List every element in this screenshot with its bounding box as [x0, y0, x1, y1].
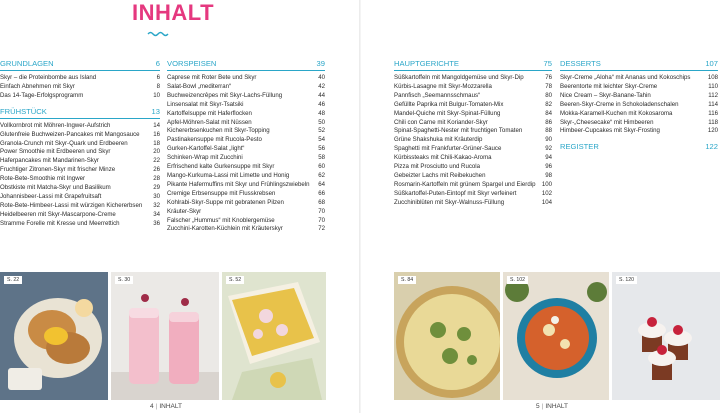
book-gutter	[359, 0, 361, 413]
section-title: GRUNDLAGEN	[0, 59, 54, 68]
toc-column-1	[0, 59, 160, 229]
entry-page: 26	[153, 166, 160, 174]
food-photo	[222, 272, 326, 400]
entry-title: Pastinakensuppe mit Rucola-Pesto	[167, 136, 262, 144]
toc-entry[interactable]	[394, 74, 552, 83]
photo-page-label: S. 120	[616, 276, 637, 284]
toc-entry[interactable]	[560, 101, 718, 110]
entry-page: 10	[153, 91, 160, 99]
entry-title: Granola-Crunch mit Skyr-Quark und Erdbeeren	[0, 139, 128, 147]
footer-page-number: 5	[536, 403, 540, 410]
entry-page: 18	[153, 139, 160, 147]
entry-page: 114	[708, 100, 718, 108]
toc-section-heading[interactable]	[560, 142, 718, 153]
entry-page: 30	[153, 192, 160, 200]
toc-entry[interactable]	[167, 225, 325, 234]
toc-entry[interactable]	[167, 190, 325, 199]
section-page: 75	[543, 59, 552, 68]
entry-page: 50	[318, 118, 325, 126]
toc-column-3	[394, 59, 552, 208]
entry-title: Süßkartoffel-Puten-Eintopf mit Skyr verfeinert	[394, 189, 517, 197]
section-title: HAUPTGERICHTE	[394, 59, 459, 68]
toc-entry[interactable]	[0, 122, 160, 131]
photo-quiche	[394, 272, 500, 400]
toc-entry[interactable]	[560, 83, 718, 92]
toc-entry[interactable]	[167, 145, 325, 154]
entry-title: Spinat-Spaghetti-Nester mit fruchtigen Tomaten	[394, 127, 523, 135]
entry-page: 34	[153, 210, 160, 218]
entry-title: Das 14-Tage-Erfolgsprogramm	[0, 91, 84, 99]
entry-page: 64	[318, 180, 325, 188]
footer-left: 4 | INHALT	[150, 403, 182, 410]
entry-page: 102	[541, 189, 552, 197]
section-title: DESSERTS	[560, 59, 601, 68]
entry-title: Obstkiste mit Matcha-Skyr und Basilikum	[0, 184, 111, 192]
toc-column-2	[167, 59, 325, 234]
entry-title: Skyr-„Cheesecake“ mit Himbeeren	[560, 118, 654, 126]
toc-entry[interactable]	[0, 211, 160, 220]
entry-page: 44	[318, 91, 325, 99]
entry-title: Pikante Hafermuffins mit Skyr und Frühlingszwiebeln	[167, 180, 310, 188]
entry-page: 8	[156, 82, 160, 90]
photo-page-label: S. 102	[507, 276, 528, 284]
toc-entry[interactable]	[0, 131, 160, 140]
entry-page: 68	[318, 198, 325, 206]
entry-title: Vollkornbrot mit Möhren-Ingwer-Aufstrich	[0, 121, 111, 129]
entry-page: 110	[708, 82, 718, 90]
entry-page: 20	[153, 148, 160, 156]
toc-entry[interactable]	[167, 163, 325, 172]
entry-title: Grüne Shakshuka mit Kräuterdip	[394, 136, 483, 144]
entry-page: 6	[156, 74, 160, 81]
toc-entry[interactable]	[394, 163, 552, 172]
entry-page: 36	[153, 219, 160, 227]
entry-page: 32	[153, 201, 160, 209]
toc-section-heading[interactable]	[0, 59, 160, 71]
entry-page: 42	[318, 82, 325, 90]
entry-title: Skyr – die Proteinbombe aus Island	[0, 74, 97, 81]
toc-entry[interactable]	[0, 193, 160, 202]
entry-title: Gebeizter Lachs mit Reibekuchen	[394, 171, 486, 179]
page-title: INHALT	[132, 0, 215, 25]
photo-page-label: S. 30	[115, 276, 133, 284]
entry-title: Glutenfreie Buchweizen-Pancakes mit Mangosauce	[0, 130, 140, 138]
photo-page-label: S. 52	[226, 276, 244, 284]
entry-page: 120	[707, 127, 718, 135]
toc-entry[interactable]	[0, 175, 160, 184]
entry-page: 48	[318, 109, 325, 117]
entry-page: 80	[545, 91, 552, 99]
section-page: 122	[705, 142, 718, 152]
entry-page: 29	[153, 184, 160, 192]
toc-entry[interactable]	[0, 157, 160, 166]
toc-entry[interactable]	[394, 181, 552, 190]
entry-title: Zucchini-Karotten-Küchlein mit Kräuterskyr	[167, 225, 283, 233]
entry-page: 98	[545, 171, 552, 179]
entry-page: 78	[545, 82, 552, 90]
entry-title: Chili con Carne mit Koriander-Skyr	[394, 118, 488, 126]
toc-entry[interactable]	[167, 74, 325, 83]
entry-page: 72	[318, 225, 325, 233]
toc-entry[interactable]	[560, 74, 718, 83]
toc-entry[interactable]	[167, 199, 325, 208]
photo-page-label: S. 22	[4, 276, 22, 284]
toc-entry[interactable]	[394, 110, 552, 119]
toc-entry[interactable]	[394, 92, 552, 101]
entry-page: 104	[541, 198, 552, 206]
entry-title: Gurken-Kartoffel-Salat „light“	[167, 145, 245, 153]
toc-entry[interactable]	[0, 166, 160, 175]
toc-section-heading[interactable]	[560, 59, 718, 71]
toc-entry[interactable]	[167, 119, 325, 128]
entry-title: Johannisbeer-Lassi mit Grapefruitsaft	[0, 192, 102, 200]
toc-entry[interactable]	[394, 127, 552, 136]
entry-page: 60	[318, 163, 325, 171]
toc-entry[interactable]	[0, 83, 160, 92]
entry-page: 70	[318, 216, 325, 224]
entry-page: 108	[707, 74, 718, 81]
entry-title: Pizza mit Prosciutto und Rucola	[394, 163, 481, 171]
entry-page: 62	[318, 171, 325, 179]
entry-title: Einfach Abnehmen mit Skyr	[0, 82, 75, 90]
toc-entry[interactable]	[394, 190, 552, 199]
entry-title: Power Smoothie mit Erdbeeren und Skyr	[0, 148, 111, 156]
entry-title: Skyr-Creme „Aloha“ mit Ananas und Kokoschips	[560, 74, 691, 81]
entry-page: 100	[541, 180, 552, 188]
toc-entry[interactable]	[0, 148, 160, 157]
footer-label: INHALT	[545, 403, 568, 410]
entry-title: Gefüllte Paprika mit Bulgur-Tomaten-Mix	[394, 100, 504, 108]
entry-page: 118	[708, 118, 718, 126]
toc-entry[interactable]	[394, 145, 552, 154]
food-photo	[0, 272, 108, 400]
footer-label: INHALT	[159, 403, 182, 410]
toc-entry[interactable]	[167, 101, 325, 110]
entry-title: Caprese mit Roter Bete und Skyr	[167, 74, 257, 81]
section-page: 6	[155, 59, 160, 68]
entry-page: 16	[153, 130, 160, 138]
entry-title: Schinken-Wrap mit Zucchini	[167, 154, 243, 162]
entry-title: Rote-Bete-Smoothie mit Ingwer	[0, 175, 86, 183]
entry-page: 112	[708, 91, 718, 99]
wave-ornament	[147, 30, 169, 38]
entry-title: Kürbis-Lasagne mit Skyr-Mozzarella	[394, 82, 492, 90]
entry-title: Erfrischend kalte Gurkensuppe mit Skyr	[167, 163, 275, 171]
toc-entry[interactable]	[0, 74, 160, 83]
entry-page: 28	[153, 175, 160, 183]
toc-entry[interactable]	[167, 217, 325, 226]
toc-entry[interactable]	[167, 208, 325, 217]
toc-entry[interactable]	[560, 92, 718, 101]
entry-page: 96	[545, 163, 552, 171]
toc-entry[interactable]	[167, 136, 325, 145]
toc-entry[interactable]	[394, 119, 552, 128]
entry-page: 22	[153, 157, 160, 165]
entry-title: Kräuter-Skyr	[167, 207, 202, 215]
entry-page: 116	[708, 109, 718, 117]
section-page: 107	[705, 59, 718, 68]
photo-page-label: S. 84	[398, 276, 416, 284]
toc-entry[interactable]	[167, 127, 325, 136]
toc-entry[interactable]	[0, 202, 160, 211]
toc-column-4	[560, 59, 718, 156]
toc-entry[interactable]	[394, 101, 552, 110]
entry-page: 94	[545, 154, 552, 162]
toc-entry[interactable]	[394, 199, 552, 208]
photo-pancakes	[0, 272, 108, 400]
entry-page: 84	[545, 109, 552, 117]
food-photo	[111, 272, 219, 400]
photo-stew	[503, 272, 609, 400]
entry-title: Rosmarin-Kartoffeln mit grünem Spargel und Eierdip	[394, 180, 536, 188]
entry-page: 90	[545, 136, 552, 144]
entry-title: Nice Cream – Skyr-Banane-Tahin	[560, 91, 651, 99]
toc-entry[interactable]	[0, 140, 160, 149]
footer-page-number: 4	[150, 403, 154, 410]
toc-entry[interactable]	[560, 119, 718, 128]
section-title: VORSPEISEN	[167, 59, 217, 68]
toc-entry[interactable]	[0, 92, 160, 101]
entry-page: 86	[545, 118, 552, 126]
photo-lassi	[111, 272, 219, 400]
toc-entry[interactable]	[0, 220, 160, 229]
toc-entry[interactable]	[167, 83, 325, 92]
entry-title: Stramme Forelle mit Kresse und Meerrettich	[0, 219, 120, 227]
entry-page: 92	[545, 145, 552, 153]
entry-title: Mokka-Karamell-Kuchen mit Kokosaroma	[560, 109, 673, 117]
entry-title: Kürbissteaks mit Chili-Kakao-Aroma	[394, 154, 492, 162]
entry-page: 46	[318, 100, 325, 108]
entry-title: Kohlrabi-Skyr-Suppe mit gebratenen Pilzen	[167, 198, 284, 206]
section-title: REGISTER	[560, 142, 599, 152]
entry-page: 66	[318, 189, 325, 197]
toc-section-heading[interactable]	[167, 59, 325, 71]
entry-page: 52	[318, 127, 325, 135]
footer-right: 5 | INHALT	[536, 403, 568, 410]
entry-title: Linsensalat mit Skyr-Tsatsiki	[167, 100, 244, 108]
entry-title: Beeren-Skyr-Creme in Schokoladenschalen	[560, 100, 679, 108]
food-photo	[503, 272, 609, 400]
entry-title: Kichererbsenkuchen mit Skyr-Topping	[167, 127, 270, 135]
toc-entry[interactable]	[167, 110, 325, 119]
section-page: 39	[316, 59, 325, 68]
section-title: FRÜHSTÜCK	[0, 106, 47, 116]
entry-title: Heidelbeeren mit Skyr-Mascarpone-Creme	[0, 210, 116, 218]
toc-entry[interactable]	[560, 110, 718, 119]
entry-page: 58	[318, 154, 325, 162]
entry-title: Apfel-Möhren-Salat mit Nüssen	[167, 118, 252, 126]
food-photo	[394, 272, 500, 400]
entry-page: 82	[545, 100, 552, 108]
entry-title: Mango-Kurkuma-Lassi mit Limette und Honig	[167, 171, 290, 179]
entry-page: 40	[318, 74, 325, 81]
entry-title: Cremige Erbsensuppe mit Flusskrebsen	[167, 189, 276, 197]
toc-section-heading[interactable]	[0, 107, 160, 119]
entry-title: Rote-Bete-Himbeer-Lassi mit würzigen Kichererbsen	[0, 201, 143, 209]
toc-entry[interactable]	[167, 181, 325, 190]
photo-chickpea-cake	[222, 272, 326, 400]
photo-cupcakes	[612, 272, 720, 400]
entry-title: Fruchtiger Zitronen-Skyr mit frischer Minze	[0, 166, 116, 174]
toc-entry[interactable]	[560, 127, 718, 136]
entry-title: Salat-Bowl „mediterran“	[167, 82, 232, 90]
toc-section-heading[interactable]	[394, 59, 552, 71]
entry-title: Himbeer-Cupcakes mit Skyr-Frosting	[560, 127, 660, 135]
entry-title: Buchweizencrêpes mit Skyr-Lachs-Füllung	[167, 91, 283, 99]
entry-title: Spaghetti mit Frankfurter-Grüner-Sauce	[394, 145, 502, 153]
entry-title: Süßkartoffeln mit Mangoldgemüse und Skyr-Dip	[394, 74, 524, 81]
entry-title: Kartoffelsuppe mit Haferflocken	[167, 109, 252, 117]
entry-page: 70	[318, 207, 325, 215]
entry-page: 88	[545, 127, 552, 135]
entry-title: Mandel-Quiche mit Skyr-Spinat-Füllung	[394, 109, 501, 117]
entry-title: Beerentorte mit leichter Skyr-Creme	[560, 82, 658, 90]
toc-entry[interactable]	[394, 172, 552, 181]
toc-entry[interactable]	[394, 154, 552, 163]
entry-page: 56	[318, 145, 325, 153]
entry-title: Zucchiniblüten mit Skyr-Walnuss-Füllung	[394, 198, 505, 206]
entry-title: Pannfisch „Seemannsschmaus“	[394, 91, 481, 99]
entry-page: 54	[318, 136, 325, 144]
toc-entry[interactable]	[394, 83, 552, 92]
entry-title: Falscher „Hummus“ mit Knoblergemüse	[167, 216, 275, 224]
entry-title: Haferpancakes mit Mandarinen-Skyr	[0, 157, 99, 165]
entry-page: 76	[545, 74, 552, 81]
food-photo	[612, 272, 720, 400]
section-page: 13	[151, 106, 160, 116]
toc-entry[interactable]	[0, 184, 160, 193]
toc-entry[interactable]	[167, 154, 325, 163]
entry-page: 14	[153, 121, 160, 129]
toc-entry[interactable]	[167, 92, 325, 101]
toc-entry[interactable]	[394, 136, 552, 145]
toc-entry[interactable]	[167, 172, 325, 181]
